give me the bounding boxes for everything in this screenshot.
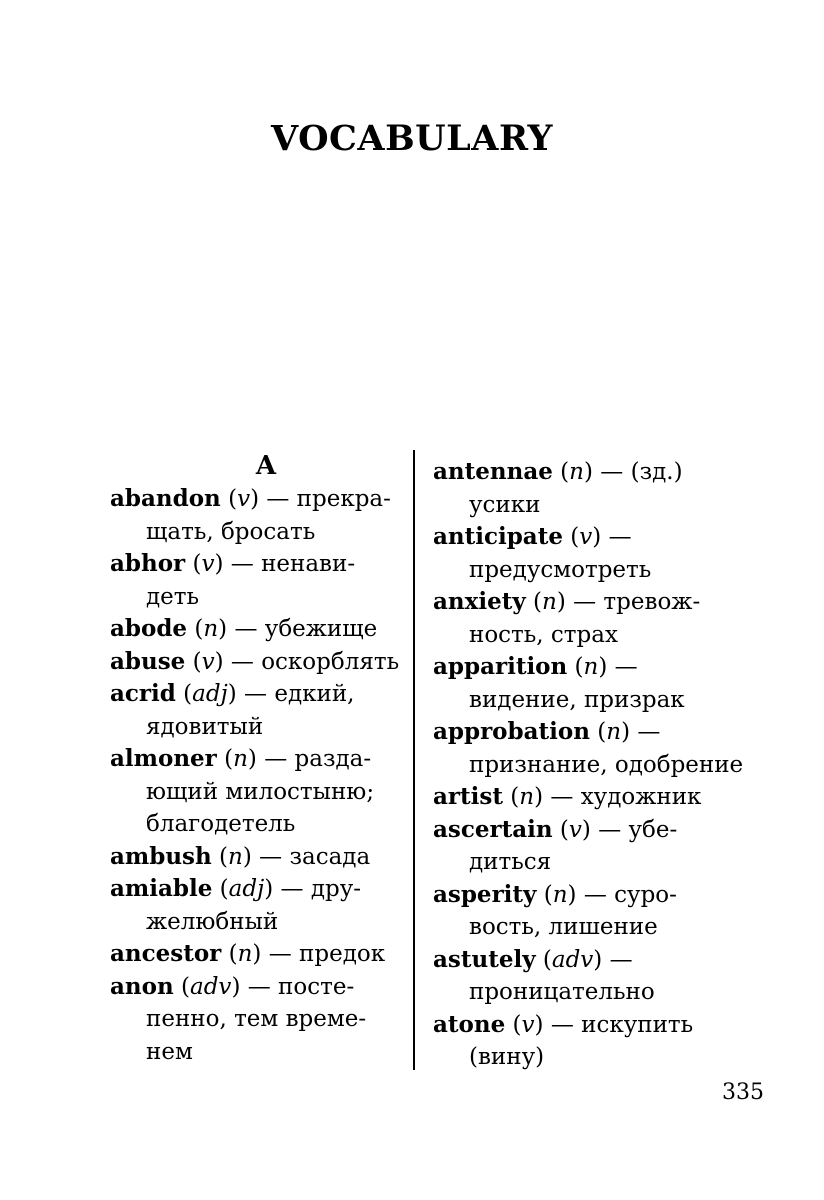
entry-line bbox=[433, 619, 793, 652]
entry-line: ascertain (v) — убе- bbox=[433, 815, 678, 843]
translation-text: — искупить bbox=[550, 1011, 694, 1038]
entry-list-right bbox=[433, 456, 793, 1074]
part-of-speech: v bbox=[201, 551, 215, 577]
entry-line: antennae (n) — (зд.) bbox=[433, 458, 683, 485]
headword: apparition bbox=[433, 653, 568, 680]
headword: asperity bbox=[433, 880, 537, 908]
headword: atone bbox=[433, 1010, 506, 1038]
translation-text: признание, одобрение bbox=[469, 751, 744, 778]
headword: artist bbox=[433, 783, 503, 810]
translation-text: пенно, тем време- bbox=[146, 1006, 367, 1032]
vocabulary-entry bbox=[110, 938, 402, 971]
entry-line: approbation (n) — bbox=[433, 718, 661, 745]
vocabulary-entry bbox=[433, 716, 793, 781]
part-of-speech: n bbox=[552, 881, 568, 908]
entry-line bbox=[433, 554, 793, 587]
vocabulary-entry bbox=[110, 483, 402, 548]
entry-line: astutely (adv) — bbox=[433, 945, 633, 973]
entry-line: asperity (n) — суро- bbox=[433, 880, 677, 908]
headword: abode bbox=[110, 615, 188, 642]
translation-text: — едкий, bbox=[244, 681, 355, 707]
vocabulary-entry bbox=[433, 879, 793, 944]
entry-line: abode (n) — убежище bbox=[110, 615, 378, 642]
entry-line: amiable (adj) — дру- bbox=[110, 875, 362, 902]
part-of-speech: n bbox=[519, 784, 535, 810]
translation-text: деть bbox=[146, 583, 200, 610]
translation-text: — художник bbox=[550, 784, 702, 810]
part-of-speech: v bbox=[579, 524, 593, 550]
entry-line bbox=[433, 749, 793, 782]
part-of-speech: adj bbox=[228, 876, 265, 902]
entry-line bbox=[110, 711, 402, 744]
entry-line bbox=[433, 911, 793, 944]
entry-line bbox=[110, 1003, 402, 1036]
translation-text: ность, страх bbox=[469, 621, 618, 648]
vocabulary-entry bbox=[433, 1009, 793, 1074]
part-of-speech: n bbox=[237, 941, 253, 967]
translation-text: ющий милостыню; bbox=[146, 778, 375, 805]
headword: ascertain bbox=[433, 815, 553, 843]
page-title: VOCABULARY bbox=[271, 118, 553, 159]
translation-text: — посте- bbox=[247, 973, 355, 1000]
headword: ancestor bbox=[110, 940, 222, 967]
headword: almoner bbox=[110, 745, 217, 772]
translation-text: — тревож- bbox=[573, 589, 701, 615]
translation-text: (вину) bbox=[469, 1044, 545, 1070]
vocabulary-entry bbox=[110, 613, 402, 646]
entry-line bbox=[110, 906, 402, 939]
translation-text: — дру- bbox=[280, 876, 362, 902]
part-of-speech: n bbox=[569, 459, 584, 485]
section-letter: A bbox=[255, 451, 277, 481]
entry-list-left bbox=[110, 483, 402, 1068]
vocabulary-entry bbox=[433, 814, 793, 879]
vocabulary-entry bbox=[433, 781, 793, 814]
entry-line: anticipate (v) — bbox=[433, 523, 632, 550]
translation-text: ядовитый bbox=[146, 713, 264, 740]
part-of-speech: n bbox=[583, 654, 599, 680]
translation-text: — суро- bbox=[583, 881, 677, 908]
translation-text: нем bbox=[146, 1038, 193, 1065]
translation-text: — ненави- bbox=[230, 551, 356, 577]
translation-text: желюбный bbox=[146, 908, 279, 935]
part-of-speech: adj bbox=[192, 681, 228, 707]
entry-line bbox=[110, 776, 402, 809]
headword: acrid bbox=[110, 680, 176, 707]
vocabulary-entry bbox=[433, 651, 793, 716]
vocabulary-entry bbox=[110, 743, 402, 841]
translation-text: — (зд.) bbox=[600, 459, 683, 485]
translation-text: — разда- bbox=[264, 746, 372, 772]
part-of-speech: v bbox=[201, 648, 215, 675]
headword: abandon bbox=[110, 485, 221, 512]
entry-line: ancestor (n) — предок bbox=[110, 940, 386, 967]
vocabulary-entry bbox=[433, 586, 793, 651]
vocabulary-column-left bbox=[110, 449, 402, 1068]
translation-text: — убежище bbox=[234, 616, 378, 642]
translation-text: — оскорблять bbox=[230, 648, 400, 675]
part-of-speech: n bbox=[203, 616, 219, 642]
vocabulary-entry bbox=[110, 548, 402, 613]
vocabulary-entry bbox=[110, 646, 402, 679]
translation-text: — bbox=[637, 719, 661, 745]
entry-line: abhor (v) — ненави- bbox=[110, 550, 356, 577]
vocabulary-entry bbox=[433, 521, 793, 586]
entry-line bbox=[110, 581, 402, 614]
entry-line: abandon (v) — прекра- bbox=[110, 485, 391, 512]
entry-line bbox=[110, 516, 402, 549]
translation-text: диться bbox=[469, 849, 552, 875]
part-of-speech: v bbox=[568, 816, 582, 843]
translation-text: усики bbox=[469, 491, 541, 518]
vocabulary-entry bbox=[110, 841, 402, 874]
translation-text: — bbox=[614, 654, 638, 680]
vocabulary-column-right bbox=[433, 456, 793, 1074]
part-of-speech: n bbox=[542, 589, 557, 615]
translation-text: — предок bbox=[268, 941, 386, 967]
entry-line: abuse (v) — оскорблять bbox=[110, 647, 400, 675]
translation-text: щать, бросать bbox=[146, 518, 316, 545]
vocabulary-entry bbox=[110, 971, 402, 1069]
translation-text: благодетель bbox=[146, 811, 296, 837]
entry-line: almoner (n) — разда- bbox=[110, 745, 372, 772]
headword: approbation bbox=[433, 718, 590, 745]
entry-line: anon (adv) — посте- bbox=[110, 972, 355, 1000]
entry-line bbox=[433, 684, 793, 717]
translation-text: — bbox=[608, 524, 632, 550]
entry-line bbox=[433, 1041, 793, 1074]
translation-text: видение, призрак bbox=[469, 686, 685, 713]
entry-line: atone (v) — искупить bbox=[433, 1010, 694, 1038]
headword: abuse bbox=[110, 647, 186, 675]
column-divider bbox=[413, 450, 415, 1070]
part-of-speech: adv bbox=[190, 973, 232, 1000]
translation-text: — прекра- bbox=[266, 486, 391, 512]
page-number: 335 bbox=[722, 1080, 764, 1105]
headword: anticipate bbox=[433, 523, 563, 550]
headword: amiable bbox=[110, 875, 213, 902]
entry-line bbox=[110, 1036, 402, 1069]
entry-line: artist (n) — художник bbox=[433, 783, 702, 810]
part-of-speech: n bbox=[228, 843, 243, 870]
part-of-speech: n bbox=[606, 719, 622, 745]
entry-line bbox=[433, 489, 793, 522]
headword: antennae bbox=[433, 458, 553, 485]
entry-line: apparition (n) — bbox=[433, 653, 638, 680]
entry-line: anxiety (n) — тревож- bbox=[433, 588, 701, 615]
translation-text: вость, лишение bbox=[469, 914, 658, 940]
translation-text: — засада bbox=[259, 843, 371, 870]
part-of-speech: adv bbox=[551, 946, 594, 973]
translation-text: — bbox=[609, 946, 633, 973]
vocabulary-entry bbox=[433, 944, 793, 1009]
translation-text: проницательно bbox=[469, 979, 655, 1005]
entry-line bbox=[433, 846, 793, 879]
part-of-speech: n bbox=[233, 746, 248, 772]
translation-text: предусмотреть bbox=[469, 556, 652, 583]
vocabulary-entry bbox=[110, 678, 402, 743]
headword: ambush bbox=[110, 842, 212, 870]
headword: abhor bbox=[110, 550, 186, 577]
headword: anon bbox=[110, 972, 174, 1000]
headword: anxiety bbox=[433, 588, 526, 615]
vocabulary-entry bbox=[433, 456, 793, 521]
entry-line bbox=[433, 976, 793, 1009]
entry-line: ambush (n) — засада bbox=[110, 842, 371, 870]
translation-text: — убе- bbox=[598, 816, 678, 843]
entry-line: acrid (adj) — едкий, bbox=[110, 680, 355, 707]
part-of-speech: v bbox=[237, 486, 251, 512]
vocabulary-entry bbox=[110, 873, 402, 938]
part-of-speech: v bbox=[521, 1011, 535, 1038]
headword: astutely bbox=[433, 945, 536, 973]
entry-line bbox=[110, 808, 402, 841]
